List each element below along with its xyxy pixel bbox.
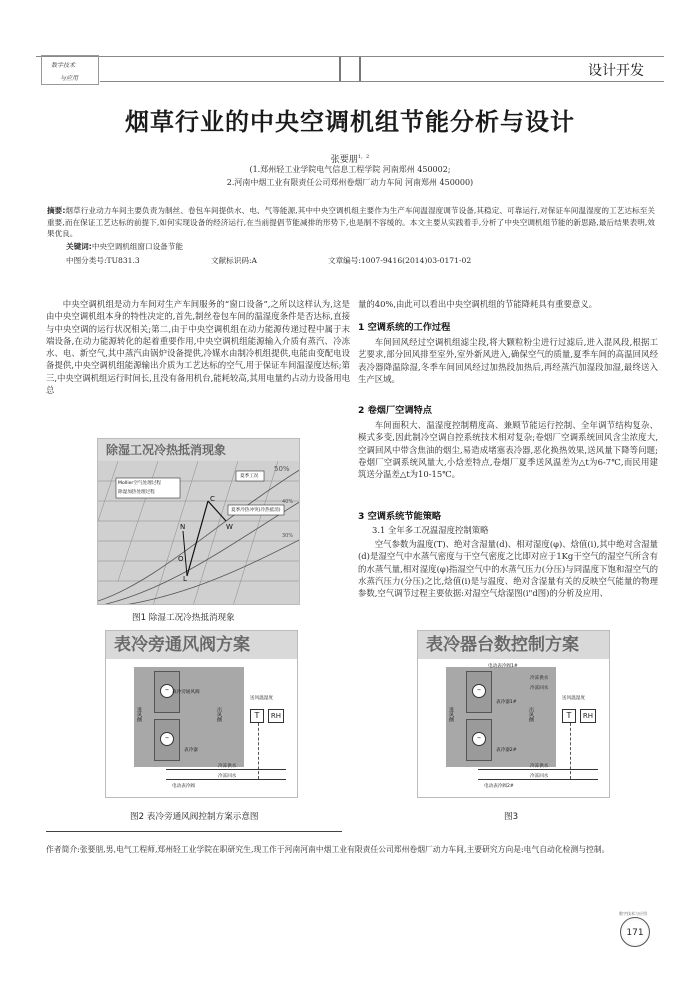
legend-text-2: 除湿加热处理过程 — [118, 490, 155, 495]
rh-50-label: 50% — [274, 465, 290, 473]
valve-2-label: 电动表冷阀2# — [484, 784, 514, 789]
cw-supply-label-3b: 冷冻供水 — [530, 764, 549, 769]
article-number: 文章编号:1007-9416(2014)03-0171-02 — [328, 256, 472, 265]
section-1-text: 车间回风经过空调机组滤尘段,将大颗粒粉尘进行过滤后,进入混风段,根据工艺要求,部分回风排至室外,室外新风进入,确保空气的质量,夏季车间的高温回风经表冷器降温除湿,冬季车间回风经过加热段加热后,再经蒸汽加湿段加湿,最终送入生产区域。 — [358, 337, 658, 384]
clc-number: 中图分类号:TU831.3 — [66, 256, 140, 265]
supply-air-label: 出风侧 — [216, 707, 222, 722]
coil-1-symbol: – — [472, 684, 486, 698]
cw-supply-label-3a: 冷冻供水 — [530, 676, 549, 681]
point-n-label: N — [180, 523, 186, 531]
return-air-label: 进风侧 — [136, 707, 142, 722]
footnote-rule — [46, 831, 342, 832]
figure-3 — [417, 630, 610, 798]
page-number-badge — [620, 917, 650, 947]
figure-2 — [105, 630, 298, 798]
figure-3-caption: 图3 — [504, 812, 519, 822]
logo-line2: 与应用 — [60, 75, 79, 82]
valve-1-label: 电动表冷阀1# — [488, 664, 518, 669]
section-3-1-title: 3.1 全年多工况温湿度控制策略 — [372, 525, 489, 535]
humidity-sensor-3: RH — [580, 709, 596, 723]
figure-2-banner: 表冷旁通风阀方案 — [106, 631, 297, 659]
bypass-damper-symbol: – — [160, 684, 174, 698]
page-number: 171 — [626, 928, 644, 938]
section-2-title: 2 卷烟厂空调特点 — [358, 405, 432, 416]
cw-return-label-3a: 冷冻回水 — [530, 686, 549, 691]
elec-valve-label: 电动表冷阀 — [172, 784, 195, 789]
supply-temp-hum-label-3: 送风温湿度 — [562, 696, 585, 701]
box-summer-text: 夏季工况 — [240, 474, 259, 479]
intro-paragraph: 中央空调机组是动力车间对生产车间服务的“窗口设备”,之所以这样认为,这是由中央空调机组本身的特性决定的,首先,制丝卷包车间的温湿度条件是否达标,直接与中央空调的运行状况相关;第二,由于中央空调机组在动力能源传递过程中属于末端设备,在动力能源转化的起着重要作用,中央空调机组能源输入介质有蒸汽、冷冻水、电、新空气,其中蒸汽由锅炉设备提供,冷媒水由制冷机组提供,电能由变配电设备提供,中央空调机组能源输出介质为工艺达标的空气,用于保证车间温湿度达标;第三,中央空调机组运行时间长,且没有备用机台,能耗较高,其用电量约占动力设备用电总 — [46, 299, 350, 396]
header-rule — [100, 81, 664, 82]
section-3-1-text: 空气参数为温度(T)、绝对含湿量(d)、相对湿度(φ)、焓值(i),其中绝对含湿量(d)是湿空气中水蒸气密度与干空气密度之比即对应于1Kg干空气的湿空气所含有的水蒸气量,相对湿度(φ)指湿空气中的水蒸气压力(分压)与同温度下饱和湿空气的水蒸汽压力(分压)之比,焓值(i)是与温度、绝对含湿量有关的反映空气能量的物理参数,空气调节过程主要依据:对湿空气焓湿图(i"d图)的分析及应用、 — [358, 539, 658, 599]
figure-3-banner: 表冷器台数控制方案 — [418, 631, 609, 659]
rh-30-label: 30% — [282, 533, 294, 539]
rh-40-label: 40% — [282, 499, 294, 505]
keywords-label: 关键词: — [66, 242, 92, 251]
logo-line1: 数字技术 — [51, 62, 76, 69]
cooling-coil-1 — [466, 671, 492, 713]
humidity-sensor: RH — [268, 709, 284, 723]
abstract — [47, 205, 655, 240]
figure-1 — [97, 438, 300, 605]
figure-2-caption: 图2 表冷旁通风阀控制方案示意图 — [130, 812, 259, 822]
cooler-label: 表冷器 — [184, 748, 198, 753]
affiliation-2: 2.河南中烟工业有限责任公司郑州卷烟厂动力车间 河南郑州 450000) — [226, 178, 474, 187]
return-pipe-3 — [478, 779, 598, 780]
cooler-1-label: 表冷器1# — [496, 700, 517, 705]
affiliation-1: (1.郑州轻工业学院电气信息工程学院 河南郑州 450002; — [249, 165, 451, 174]
box-conflict-text: 夏季冷热冲突(冷热抵消) — [231, 508, 281, 513]
temperature-sensor: T — [250, 709, 264, 723]
column-title: 设计开发 — [588, 63, 644, 79]
figure-1-caption: 图1 除湿工况冷热抵消现象 — [132, 613, 235, 623]
abstract-label: 摘要: — [47, 206, 66, 215]
intro-continued: 量的40%,由此可以看出中央空调机组的节能降耗具有重要意义。 — [358, 299, 598, 309]
point-o-label: O — [178, 555, 184, 563]
temperature-sensor-3: T — [562, 709, 576, 723]
supply-pipe-3 — [478, 769, 598, 770]
sensor-line-3 — [570, 723, 571, 779]
section-2-text: 车间面积大、温湿度控制精度高、兼顾节能运行控制、全年调节结构复杂、模式多变,因此制冷空调自控系统技术相对复杂;卷烟厂空调系统回风含尘浓度大,空调回风中带含焦油的烟尘,易造成堵塞表冷器,恶化换热效果,送风量下降等问题;卷烟厂空调系统风量大,小焓差特点,卷烟厂夏季送风温差为△t为6-7℃,而民用建筑送分温差△t为10-15℃。 — [358, 420, 658, 480]
cw-supply-label: 冷冻供水 — [218, 764, 237, 769]
keywords-text: 中央空调机组窗口设备节能 — [91, 242, 183, 251]
point-c-label: C — [210, 495, 215, 503]
section-1-title: 1 空调系统的工作过程 — [358, 322, 451, 333]
sensor-line — [258, 723, 259, 779]
author-name: 张要朋 — [330, 155, 358, 165]
return-air-label-3: 进风侧 — [448, 707, 454, 722]
author-footnote: 作者简介:张要朋,男,电气工程师,郑州轻工业学院在职研究生,现工作于河南河南中烟工业有限责任公司郑州卷烟厂动力车间,主要研究方向是:电气自动化检测与控制。 — [46, 845, 610, 854]
journal-logo — [41, 55, 99, 85]
header-bars-icon — [339, 57, 361, 81]
article-title: 烟草行业的中央空调机组节能分析与设计 — [125, 108, 575, 136]
cw-return-label: 冷冻回水 — [218, 774, 237, 779]
supply-air-label-3: 出风侧 — [528, 707, 534, 722]
supply-pipe — [166, 769, 286, 770]
point-l-label: L — [183, 575, 187, 583]
cooling-coil-2 — [466, 719, 492, 761]
abstract-text: 烟草行业动力车间主要负责为制丝、卷包车间提供水、电、气等能源,其中中央空调机组主要作为生产车间温湿度调节设备,其稳定、可靠运行,对保证车间温湿度的工艺达标至关重要,而在保证工艺达标的前提下,如何实现设备的经济运行,在当前提倡节能减排的形势下,也是制不容缓的。本文主要从实践着手,分析了中央空调机组节能的新思路,最后结果表明,效果优良。 — [47, 206, 655, 238]
legend-text-1: Mollier空气处理过程 — [118, 481, 161, 486]
cooling-coil — [154, 719, 180, 761]
bypass-valve-label: 表冷旁通风阀 — [172, 690, 200, 695]
badge-ring-text: 数字技术与应用 — [619, 911, 647, 916]
point-w-label: W — [226, 523, 233, 531]
author-affil-mark: 1，2 — [357, 154, 370, 160]
cw-return-label-3b: 冷冻回水 — [530, 774, 549, 779]
cooler-2-label: 表冷器2# — [496, 748, 517, 753]
document-code: 文献标识码:A — [211, 256, 258, 265]
supply-temp-hum-label: 送风温湿度 — [250, 696, 273, 701]
return-pipe — [166, 779, 286, 780]
figure-1-banner: 除湿工况冷热抵消现象 — [98, 439, 299, 461]
coil-2-symbol: – — [472, 732, 486, 746]
section-3-title: 3 空调系统节能策略 — [358, 511, 442, 522]
cooling-coil-symbol: – — [160, 732, 174, 746]
keywords — [66, 241, 183, 253]
